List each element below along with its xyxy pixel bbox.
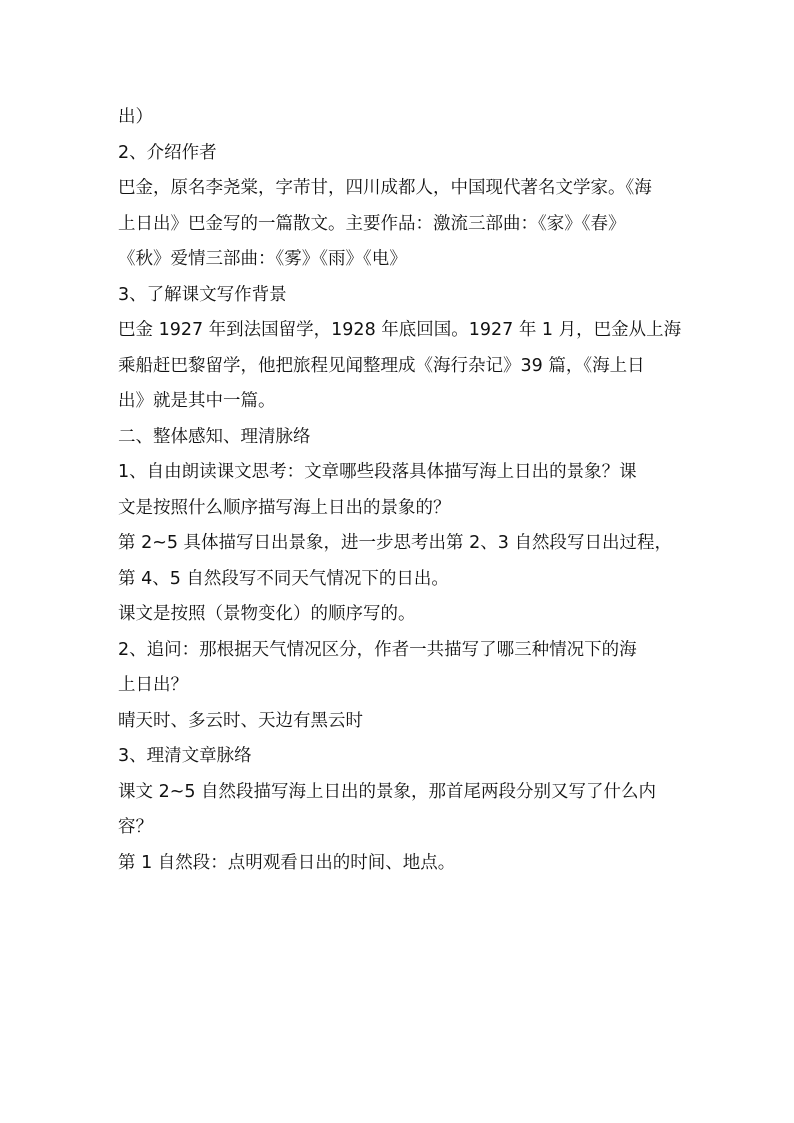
section-heading: 2、介绍作者 xyxy=(118,142,217,163)
text-line: 第 4、5 自然段写不同天气情况下的日出。 xyxy=(118,568,449,589)
question-line: 文是按照什么顺序描写海上日出的景象的？ xyxy=(118,497,451,518)
text-line: 《秋》爱情三部曲：《雾》《雨》《电》 xyxy=(118,249,407,269)
question-line: 1、自由朗读课文思考：文章哪些段落具体描写海上日出的景象？课 xyxy=(118,462,637,482)
question-line: 2、追问：那根据天气情况区分，作者一共描写了哪三种情况下的海 xyxy=(118,639,637,660)
text-line: 出》就是其中一篇。 xyxy=(118,391,276,411)
text-line: 课文是按照（景物变化）的顺序写的。 xyxy=(118,604,416,624)
text-line: 巴金 1927 年到法国留学，1928 年底回国。1927 年 1 月，巴金从上海 xyxy=(118,320,682,340)
question-line: 上日出？ xyxy=(118,675,188,695)
text-line: 第 1 自然段：点明观看日出的时间、地点。 xyxy=(118,852,456,873)
text-line: 巴金，原名李尧棠，字芾甘，四川成都人，中国现代著名文学家。《海 xyxy=(118,178,652,198)
question-line: 容？ xyxy=(118,817,153,837)
section-heading: 3、了解课文写作背景 xyxy=(118,284,287,305)
text-line: 第 2~5 具体描写日出景象，进一步思考出第 2、3 自然段写日出过程， xyxy=(118,533,672,553)
section-heading: 二、整体感知、理清脉络 xyxy=(118,426,311,447)
text-line: 晴天时、多云时、天边有黑云时 xyxy=(118,710,363,731)
text-line: 上日出》巴金写的一篇散文。主要作品：激流三部曲：《家》《春》 xyxy=(118,213,626,234)
document-body xyxy=(118,100,682,881)
section-heading: 3、理清文章脉络 xyxy=(118,746,252,766)
text-line: 乘船赶巴黎留学，他把旅程见闻整理成《海行杂记》39 篇，《海上日 xyxy=(118,355,645,376)
question-line: 课文 2~5 自然段描写海上日出的景象，那首尾两段分别又写了什么内 xyxy=(118,781,657,802)
text-line: 出） xyxy=(118,107,153,127)
